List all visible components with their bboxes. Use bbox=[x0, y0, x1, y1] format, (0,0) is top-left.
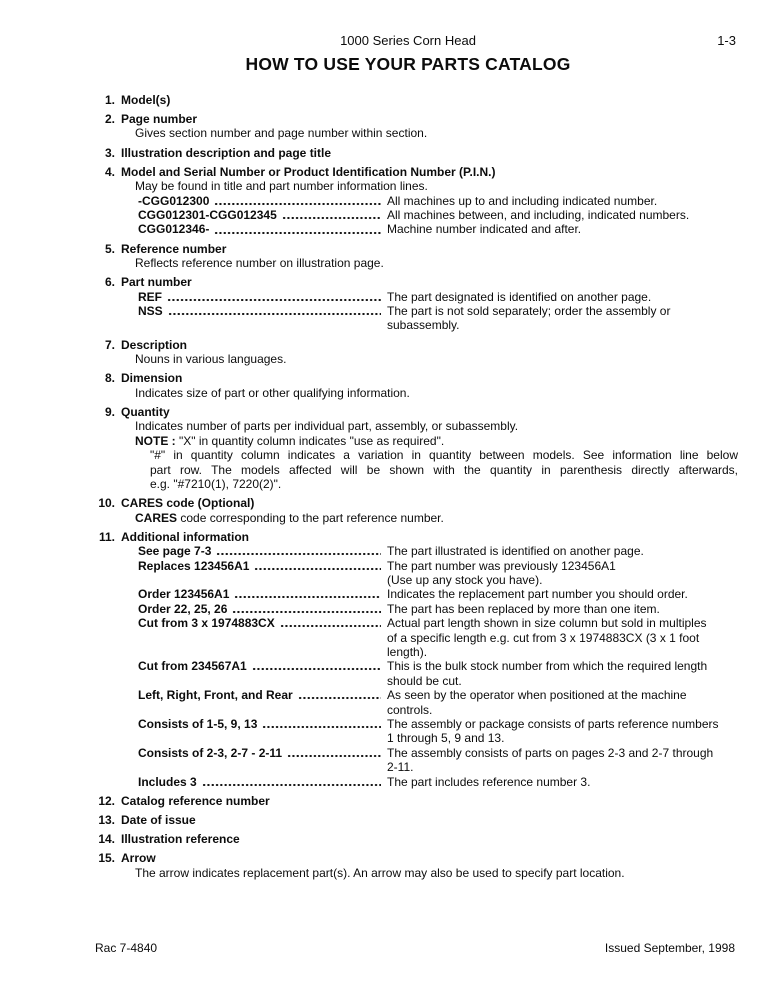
item-heading-row bbox=[96, 813, 740, 827]
definition-row bbox=[138, 688, 740, 717]
definition-line: 2-11. bbox=[387, 760, 414, 775]
leader-dots-icon bbox=[280, 616, 381, 630]
item-number: 15. bbox=[98, 851, 115, 866]
definition-row bbox=[138, 659, 740, 688]
definition-line: The part illustrated is identified on another page. bbox=[387, 544, 644, 559]
item-number: 4. bbox=[104, 164, 115, 179]
definition-text bbox=[387, 222, 740, 236]
definition-term: Consists of 1-5, 9, 13 bbox=[138, 717, 258, 732]
item-heading: Quantity bbox=[121, 404, 170, 419]
definition-line: (Use up any stock you have). bbox=[387, 572, 543, 587]
catalog-item bbox=[96, 112, 740, 141]
definition-term: Left, Right, Front, and Rear bbox=[138, 688, 293, 703]
item-heading: Reference number bbox=[121, 241, 227, 256]
definition-term: See page 7-3 bbox=[138, 544, 212, 559]
definition-row bbox=[138, 194, 740, 208]
item-body-text: Indicates size of part or other qualifying information. bbox=[135, 385, 410, 400]
leader-dots-icon bbox=[298, 688, 381, 702]
item-heading: Part number bbox=[121, 275, 192, 290]
definition-term: Order 123456A1 bbox=[138, 587, 230, 602]
definition-term: Cut from 234567A1 bbox=[138, 659, 247, 674]
definition-text bbox=[387, 208, 740, 222]
page-footer bbox=[95, 941, 735, 955]
definition-row bbox=[138, 602, 740, 616]
item-body-text: CARES code corresponding to the part reference number. bbox=[135, 510, 444, 525]
item-body-text bbox=[150, 448, 738, 491]
catalog-item bbox=[96, 338, 740, 367]
bold-lead: NOTE : bbox=[135, 433, 179, 448]
definition-line: The assembly consists of parts on pages 2-3 and 2-7 through bbox=[387, 745, 714, 760]
definition-term: Replaces 123456A1 bbox=[138, 558, 250, 573]
page-title: HOW TO USE YOUR PARTS CATALOG bbox=[245, 54, 571, 74]
item-number: 2. bbox=[104, 112, 115, 126]
catalog-item bbox=[96, 851, 740, 880]
definition-line: length). bbox=[387, 644, 428, 659]
definition-line: subassembly. bbox=[387, 318, 460, 333]
item-heading: Illustration description and page title bbox=[121, 145, 332, 160]
definition-row bbox=[138, 544, 740, 558]
catalog-item bbox=[96, 832, 740, 846]
definition-text bbox=[387, 717, 740, 746]
definition-line: All machines between, and including, indicated numbers. bbox=[387, 208, 690, 223]
item-body-text: Indicates number of parts per individual part, assembly, or subassembly. bbox=[135, 419, 519, 434]
leader-dots-icon bbox=[262, 717, 381, 731]
footer-catalog-code: Rac 7-4840 bbox=[95, 941, 158, 955]
page-header bbox=[80, 34, 736, 48]
item-heading-row bbox=[96, 371, 740, 385]
definition-text bbox=[387, 746, 740, 775]
definition-text bbox=[387, 616, 740, 659]
catalog-item bbox=[96, 371, 740, 400]
item-heading-row bbox=[96, 832, 740, 846]
item-heading: CARES code (Optional) bbox=[121, 496, 255, 511]
catalog-item bbox=[96, 405, 740, 491]
item-heading: Illustration reference bbox=[121, 832, 240, 847]
definition-line: of a specific length e.g. cut from 3 x 1974883CX (3 x 1 foot bbox=[387, 630, 700, 645]
definition-line: 1 through 5, 9 and 13. bbox=[387, 731, 505, 746]
item-number: 10. bbox=[98, 496, 115, 511]
item-heading-row bbox=[96, 338, 740, 352]
item-heading: Model(s) bbox=[121, 92, 171, 107]
definition-term: CGG012346- bbox=[138, 222, 210, 237]
definition-text bbox=[387, 304, 740, 333]
body-line: e.g. "#7210(1), 7220(2)". bbox=[150, 476, 282, 491]
definition-row bbox=[138, 290, 740, 304]
catalog-item bbox=[96, 530, 740, 789]
item-heading-row bbox=[96, 242, 740, 256]
item-heading: Additional information bbox=[121, 529, 249, 544]
definition-line: The part has been replaced by more than one item. bbox=[387, 601, 660, 616]
definition-line: Machine number indicated and after. bbox=[387, 222, 582, 237]
item-number: 9. bbox=[104, 404, 115, 419]
item-heading-row bbox=[96, 851, 740, 865]
item-number: 14. bbox=[98, 832, 115, 847]
leader-dots-icon bbox=[167, 290, 381, 304]
definition-text bbox=[387, 194, 740, 208]
item-heading-row bbox=[96, 146, 740, 160]
item-body-text: Gives section number and page number within section. bbox=[135, 126, 428, 141]
item-number: 1. bbox=[104, 92, 115, 107]
catalog-item bbox=[96, 146, 740, 160]
definition-line: This is the bulk stock number from which the required length bbox=[387, 659, 708, 674]
item-number: 11. bbox=[98, 529, 115, 544]
definition-row bbox=[138, 304, 740, 333]
definition-text bbox=[387, 688, 740, 717]
leader-dots-icon bbox=[282, 208, 381, 222]
footer-issue-date: Issued September, 1998 bbox=[604, 941, 735, 955]
definition-line: The part number was previously 123456A1 bbox=[387, 558, 616, 573]
leader-dots-icon bbox=[287, 746, 381, 760]
item-heading: Model and Serial Number or Product Identification Number (P.I.N.) bbox=[121, 164, 496, 179]
definition-text bbox=[387, 559, 740, 588]
item-number: 13. bbox=[98, 813, 115, 828]
item-heading-row bbox=[96, 405, 740, 419]
item-number: 3. bbox=[104, 145, 115, 160]
item-heading-row bbox=[96, 496, 740, 510]
definition-line: The part includes reference number 3. bbox=[387, 774, 591, 789]
definition-term: -CGG012300 bbox=[138, 193, 210, 208]
leader-dots-icon bbox=[254, 559, 381, 573]
item-body-text: The arrow indicates replacement part(s). An arrow may also be used to specify part location. bbox=[135, 865, 625, 880]
item-heading-row bbox=[96, 112, 740, 126]
definition-term: Cut from 3 x 1974883CX bbox=[138, 616, 275, 631]
definition-text bbox=[387, 602, 740, 616]
catalog-item bbox=[96, 794, 740, 808]
body-line: "#" in quantity column indicates a variation in quantity between models. See information line below bbox=[150, 448, 738, 463]
catalog-item bbox=[96, 242, 740, 271]
catalog-item bbox=[96, 165, 740, 237]
definition-line: controls. bbox=[387, 702, 433, 717]
catalog-item bbox=[96, 93, 740, 107]
leader-dots-icon bbox=[234, 587, 381, 601]
definition-row bbox=[138, 587, 740, 601]
item-heading-row bbox=[96, 530, 740, 544]
item-body-text: May be found in title and part number information lines. bbox=[135, 179, 428, 194]
item-body-text: NOTE : "X" in quantity column indicates "use as required". bbox=[135, 433, 445, 448]
leader-dots-icon bbox=[252, 659, 381, 673]
catalog-item bbox=[96, 813, 740, 827]
leader-dots-icon bbox=[168, 304, 381, 318]
catalog-item bbox=[96, 275, 740, 333]
definition-line: The part is not sold separately; order the assembly or bbox=[387, 304, 671, 319]
definition-term: Order 22, 25, 26 bbox=[138, 601, 228, 616]
catalog-item bbox=[96, 496, 740, 525]
definition-row bbox=[138, 717, 740, 746]
item-heading-row bbox=[96, 93, 740, 107]
definition-term: REF bbox=[138, 289, 162, 304]
item-heading-row bbox=[96, 275, 740, 289]
definition-text bbox=[387, 290, 740, 304]
definition-text bbox=[387, 775, 740, 789]
definition-term: CGG012301-CGG012345 bbox=[138, 208, 277, 223]
definition-term: Consists of 2-3, 2-7 - 2-11 bbox=[138, 745, 283, 760]
item-number: 5. bbox=[104, 241, 115, 256]
item-heading: Arrow bbox=[121, 851, 156, 866]
bold-lead: CARES bbox=[135, 510, 181, 525]
item-heading: Description bbox=[121, 337, 188, 352]
definition-term: Includes 3 bbox=[138, 774, 197, 789]
item-heading: Catalog reference number bbox=[121, 793, 270, 808]
definition-text bbox=[387, 659, 740, 688]
item-body-text: Nouns in various languages. bbox=[135, 352, 287, 367]
definition-text bbox=[387, 544, 740, 558]
item-number: 12. bbox=[98, 793, 115, 808]
definition-term: NSS bbox=[138, 304, 163, 319]
leader-dots-icon bbox=[232, 602, 381, 616]
leader-dots-icon bbox=[216, 544, 381, 558]
item-body-text: Reflects reference number on illustration page. bbox=[135, 256, 384, 271]
item-number: 8. bbox=[104, 371, 115, 386]
item-number: 6. bbox=[104, 275, 115, 290]
definition-row bbox=[138, 616, 740, 659]
item-heading-row bbox=[96, 165, 740, 179]
definition-line: The assembly or package consists of parts reference numbers bbox=[387, 717, 719, 732]
leader-dots-icon bbox=[214, 194, 381, 208]
leader-dots-icon bbox=[202, 775, 381, 789]
body-line: part row. The models affected will be shown with the quantity in parenthesis directly afterwards, bbox=[150, 462, 738, 477]
definition-row bbox=[138, 746, 740, 775]
definition-text bbox=[387, 587, 740, 601]
definition-line: As seen by the operator when positioned at the machine bbox=[387, 688, 687, 703]
item-number: 7. bbox=[104, 337, 115, 352]
leader-dots-icon bbox=[214, 222, 381, 236]
item-heading: Dimension bbox=[121, 371, 183, 386]
definition-line: Actual part length shown in size column but sold in multiples bbox=[387, 616, 707, 631]
page-number: 1-3 bbox=[717, 33, 736, 48]
definition-row bbox=[138, 775, 740, 789]
definition-row bbox=[138, 208, 740, 222]
definition-row bbox=[138, 559, 740, 588]
definition-line: Indicates the replacement part number you should order. bbox=[387, 587, 688, 602]
item-heading: Page number bbox=[121, 112, 198, 126]
definition-row bbox=[138, 222, 740, 236]
document-title: 1000 Series Corn Head bbox=[340, 33, 476, 48]
item-heading-row bbox=[96, 794, 740, 808]
definition-line: All machines up to and including indicated number. bbox=[387, 193, 658, 208]
definition-line: The part designated is identified on another page. bbox=[387, 289, 652, 304]
item-heading: Date of issue bbox=[121, 813, 196, 828]
catalog-item-list bbox=[96, 88, 740, 880]
definition-line: should be cut. bbox=[387, 673, 462, 688]
